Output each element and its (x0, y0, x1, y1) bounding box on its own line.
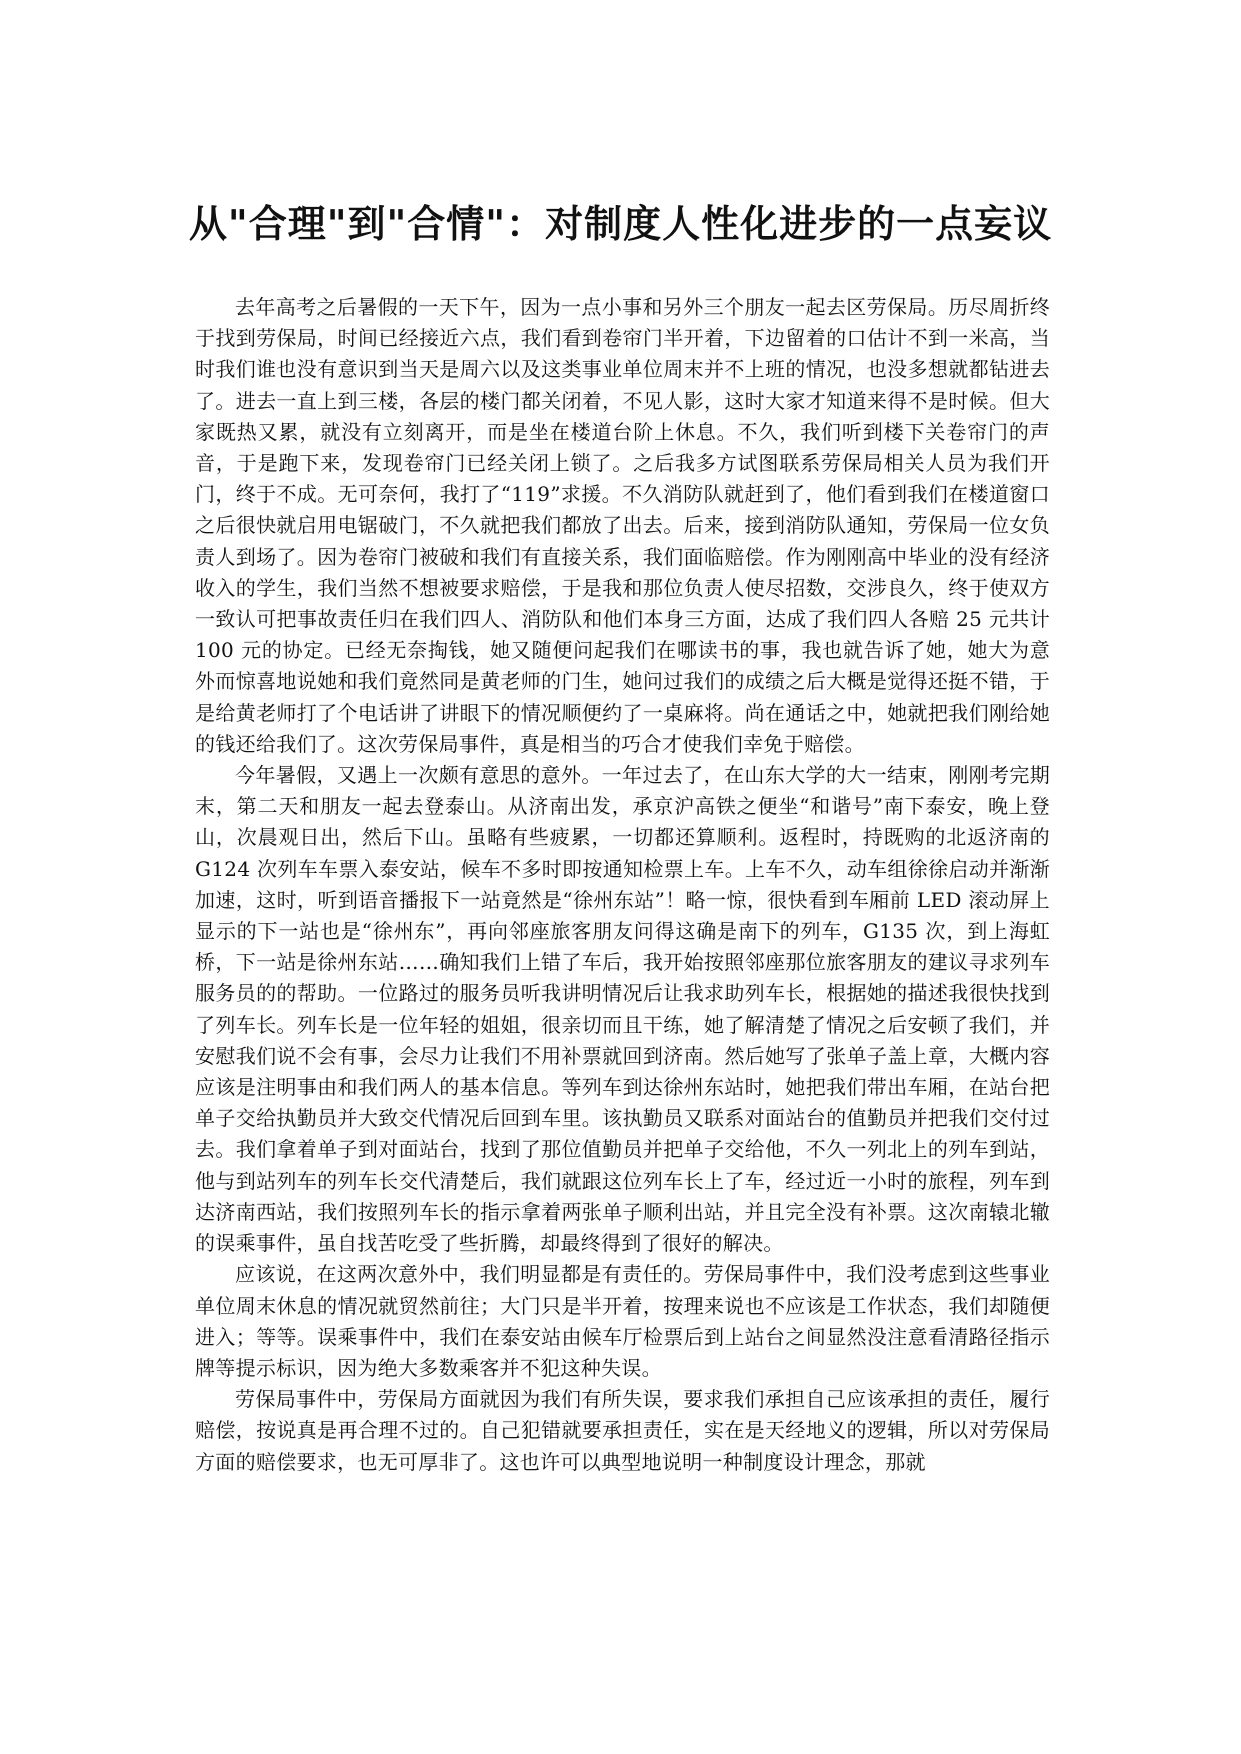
paragraph-4: 劳保局事件中，劳保局方面就因为我们有所失误，要求我们承担自己应该承担的责任，履行赔偿，按说真是再合理不过的。自己犯错就要承担责任，实在是天经地义的逻辑，所以对劳保局方面的赔偿要求，也无可厚非了。这也许可以典型地说明一种制度设计理念，那就 (195, 1387, 1050, 1474)
document-body (195, 292, 1050, 1478)
document-title: 从"合理"到"合情"：对制度人性化进步的一点妄议 (188, 202, 1053, 246)
paragraph-1: 去年高考之后暑假的一天下午，因为一点小事和另外三个朋友一起去区劳保局。历尽周折终于找到劳保局，时间已经接近六点，我们看到卷帘门半开着，下边留着的口估计不到一米高，当时我们谁也没有意识到当天是周六以及这类事业单位周末并不上班的情况，也没多想就都钻进去了。进去一直上到三楼，各层的楼门都关闭着，不见人影，这时大家才知道来得不是时候。但大家既热又累，就没有立刻离开，而是坐在楼道台阶上休息。不久，我们听到楼下关卷帘门的声音，于是跑下来，发现卷帘门已经关闭上锁了。之后我多方试图联系劳保局相关人员为我们开门，终于不成。无可奈何，我打了“119”求援。不久消防队就赶到了，他们看到我们在楼道窗口之后很快就启用电锯破门，不久就把我们都放了出去。后来，接到消防队通知，劳保局一位女负责人到场了。因为卷帘门被破和我们有直接关系，我们面临赔偿。作为刚刚高中毕业的没有经济收入的学生，我们当然不想被要求赔偿，于是我和那位负责人使尽招数，交涉良久，终于使双方一致认可把事故责任归在我们四人、消防队和他们本身三方面，达成了我们四人各赔 25 元共计 100 元的协定。已经无奈掏钱，她又随便问起我们在哪读书的事，我也就告诉了她，她大为意外而惊喜地说她和我们竟然同是黄老师的门生，她问过我们的成绩之后大概是觉得还挺不错，于是给黄老师打了个电话讲了讲眼下的情况顺便约了一桌麻将。尚在通话之中，她就把我们刚给她的钱还给我们了。这次劳保局事件，真是相当的巧合才使我们幸免于赔偿。 (195, 295, 1050, 756)
paragraph-2: 今年暑假，又遇上一次颇有意思的意外。一年过去了，在山东大学的大一结束，刚刚考完期末，第二天和朋友一起去登泰山。从济南出发，承京沪高铁之便坐“和谐号”南下泰安，晚上登山，次晨观日出，然后下山。虽略有些疲累，一切都还算顺利。返程时，持既购的北返济南的 G124 次列车车票入泰安站，候车不多时即按通知检票上车。上车不久，动车组徐徐启动并渐渐加速，这时，听到语音播报下一站竟然是“徐州东站”！略一惊，很快看到车厢前 LED 滚动屏上显示的下一站也是“徐州东”，再向邻座旅客朋友问得这确是南下的列车，G135 次，到上海虹桥，下一站是徐州东站……确知我们上错了车后，我开始按照邻座那位旅客朋友的建议寻求列车服务员的的帮助。一位路过的服务员听我讲明情况后让我求助列车长，根据她的描述我很快找到了列车长。列车长是一位年轻的姐姐，很亲切而且干练，她了解清楚了情况之后安顿了我们，并安慰我们说不会有事，会尽力让我们不用补票就回到济南。然后她写了张单子盖上章，大概内容应该是注明事由和我们两人的基本信息。等列车到达徐州东站时，她把我们带出车厢，在站台把单子交给执勤员并大致交代情况后回到车里。该执勤员又联系对面站台的值勤员并把我们交付过去。我们拿着单子到对面站台，找到了那位值勤员并把单子交给他，不久一列北上的列车到站，他与到站列车的列车长交代清楚后，我们就跟这位列车长上了车，经过近一小时的旅程，列车到达济南西站，我们按照列车长的指示拿着两张单子顺利出站，并且完全没有补票。这次南辕北辙的误乘事件，虽自找苦吃受了些折腾，却最终得到了很好的解决。 (195, 763, 1050, 1256)
paragraph-3: 应该说，在这两次意外中，我们明显都是有责任的。劳保局事件中，我们没考虑到这些事业单位周末休息的情况就贸然前往；大门只是半开着，按理来说也不应该是工作状态，我们却随便进入；等等。误乘事件中，我们在泰安站由候车厅检票后到上站台之间显然没注意看清路径指示牌等提示标识，因为绝大多数乘客并不犯这种失误。 (195, 1262, 1050, 1380)
